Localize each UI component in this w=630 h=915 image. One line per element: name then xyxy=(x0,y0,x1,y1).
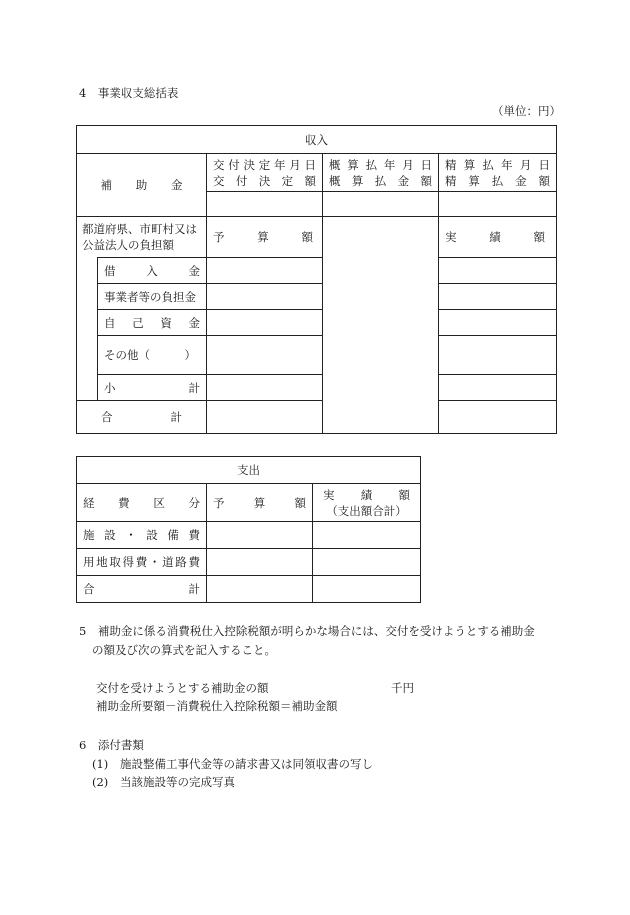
expense-row-land-budget xyxy=(207,549,313,576)
expense-actual-label: 実績額 xyxy=(323,487,410,502)
subsidy-label: 補 助 金 xyxy=(100,178,183,192)
formula-subsidy-label: 交付を受けようとする補助金の額 xyxy=(96,681,269,695)
estimate-value-cell xyxy=(323,192,439,217)
expense-row-land-label: 用地取得費・道路費 xyxy=(83,555,200,569)
row-operator-burden-budget xyxy=(207,284,323,310)
expense-class-header xyxy=(77,484,207,522)
row-operator-burden-label: 事業者等の負担金 xyxy=(104,289,196,304)
formula-calculation: 補助金所要額－消費税仕入控除税額＝補助金額 xyxy=(96,699,338,713)
burden-line1: 都道府県、市町村又は xyxy=(82,222,197,236)
col-decision-header xyxy=(207,154,323,192)
expense-actual-note: （支出額合計） xyxy=(326,503,407,518)
col-estimate-line2: 概算払金額 xyxy=(329,173,432,188)
formula-subsidy-unit: 千円 xyxy=(391,681,414,695)
row-other-budget xyxy=(207,336,323,375)
unit-label: （単位：円） xyxy=(492,104,561,118)
attachment-2-number: (2) xyxy=(92,775,109,789)
section-5-line1: 5 補助金に係る消費税仕入控除税額が明らかな場合には、交付を受けようとする補助金 xyxy=(79,624,535,638)
row-subtotal-budget xyxy=(207,375,323,401)
row-other-actual xyxy=(439,336,557,375)
decision-value-cell xyxy=(207,192,323,217)
attachment-1-number: (1) xyxy=(92,757,109,771)
expense-row-facility xyxy=(77,522,207,549)
attachment-1-text: 施設整備工事代金等の請求書又は同領収書の写し xyxy=(120,757,373,771)
burden-actual-header xyxy=(439,217,557,258)
burden-budget-label: 予算額 xyxy=(213,230,313,244)
row-own-funds-actual xyxy=(439,310,557,336)
burden-line2: 公益法人の負担額 xyxy=(82,238,174,252)
row-borrowing xyxy=(98,258,207,284)
col-settlement-line1: 精算払年月日 xyxy=(445,157,551,172)
income-title: 収入 xyxy=(77,126,557,154)
estimate-merged-cell xyxy=(323,217,439,434)
row-total xyxy=(77,401,207,434)
row-other xyxy=(98,336,207,375)
expense-row-land-actual xyxy=(313,549,421,576)
settlement-value-cell xyxy=(439,192,557,217)
expense-title: 支出 xyxy=(77,457,421,484)
row-total-label: 合計 xyxy=(101,410,182,424)
row-own-funds-label: 自己資金 xyxy=(104,315,200,330)
expense-row-total xyxy=(77,576,207,603)
col-decision-line1: 交付決定年月日 xyxy=(213,157,316,172)
col-settlement-header xyxy=(439,154,557,192)
section-4-heading: 4 事業収支総括表 xyxy=(79,86,179,100)
subsidy-header xyxy=(77,154,207,217)
row-own-funds xyxy=(98,310,207,336)
expense-budget-header xyxy=(207,484,313,522)
expense-row-facility-actual xyxy=(313,522,421,549)
col-settlement-line2: 精算払金額 xyxy=(445,173,551,188)
col-decision-line2: 交付決定額 xyxy=(213,173,316,188)
row-other-label: その他（ ） xyxy=(104,348,196,362)
burden-header xyxy=(77,217,207,258)
row-own-funds-budget xyxy=(207,310,323,336)
burden-actual-label: 実績額 xyxy=(445,230,545,244)
row-operator-burden-actual xyxy=(439,284,557,310)
expense-row-facility-label: 施設・設備費 xyxy=(83,528,200,542)
expense-table xyxy=(76,456,421,603)
col-estimate-line1: 概算払年月日 xyxy=(329,157,432,172)
burden-budget-header xyxy=(207,217,323,258)
row-borrowing-budget xyxy=(207,258,323,284)
indent-spacer xyxy=(77,258,98,401)
col-estimate-header xyxy=(323,154,439,192)
row-borrowing-label: 借入金 xyxy=(104,263,200,278)
section-6-heading: 6 添付書類 xyxy=(79,738,144,752)
expense-row-total-label: 合計 xyxy=(83,582,200,596)
expense-budget-label: 予算額 xyxy=(213,495,306,510)
expense-class-label: 経費区分 xyxy=(83,495,200,510)
section-5-line2: の額及び次の算式を記入すること。 xyxy=(92,643,276,657)
row-borrowing-actual xyxy=(439,258,557,284)
attachment-2-text: 当該施設等の完成写真 xyxy=(120,775,235,789)
row-total-actual xyxy=(439,401,557,434)
row-subtotal-label: 小計 xyxy=(104,380,200,395)
income-table xyxy=(76,125,557,434)
row-total-budget xyxy=(207,401,323,434)
row-subtotal xyxy=(98,375,207,401)
row-operator-burden xyxy=(98,284,207,310)
expense-row-land xyxy=(77,549,207,576)
expense-row-total-actual xyxy=(313,576,421,603)
expense-row-total-budget xyxy=(207,576,313,603)
expense-row-facility-budget xyxy=(207,522,313,549)
row-subtotal-actual xyxy=(439,375,557,401)
expense-actual-header xyxy=(313,484,421,522)
